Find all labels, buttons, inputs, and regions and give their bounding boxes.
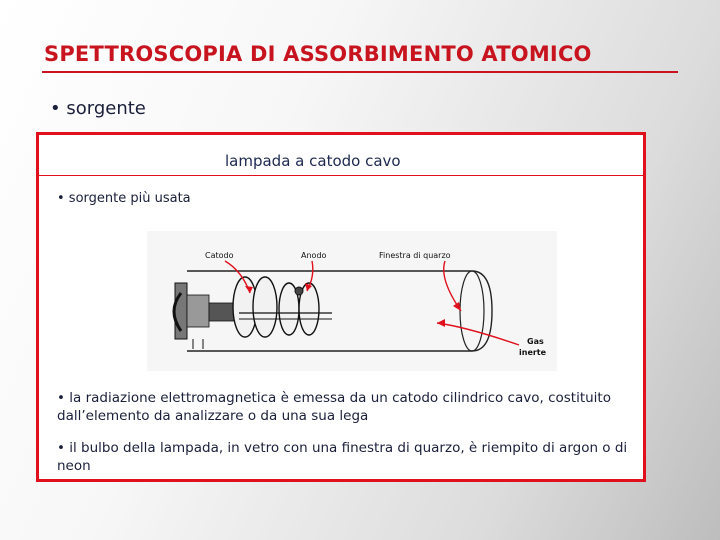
cathode-shield: [253, 277, 277, 337]
socket-block: [187, 295, 209, 327]
bullet-sorgente: • sorgente: [50, 98, 146, 119]
arrow-head: [437, 319, 445, 327]
anode-tip: [295, 287, 303, 295]
label-anodo: Anodo: [301, 251, 327, 260]
lamp-subtitle: lampada a catodo cavo: [225, 152, 401, 170]
hollow-cathode-lamp-diagram: [147, 231, 557, 371]
paragraph-emission: • la radiazione elettromagnetica è emessa da un catodo cilindrico cavo, costituito dall’elemento da analizzare o da una sua lega: [57, 390, 611, 424]
arrow-gas: [437, 323, 519, 345]
label-gas: Gas: [527, 337, 544, 346]
label-finestra: Finestra di quarzo: [379, 251, 451, 260]
label-inerte: inerte: [519, 348, 547, 357]
title-underline: [42, 71, 678, 73]
content-frame: [36, 132, 646, 482]
quartz-window: [460, 271, 484, 351]
subtitle-divider: [39, 175, 643, 176]
slide-title: SPETTROSCOPIA DI ASSORBIMENTO ATOMICO: [44, 42, 592, 66]
note-most-used: • sorgente più usata: [57, 191, 191, 206]
lamp-drawing: [147, 231, 557, 371]
label-catodo: Catodo: [205, 251, 234, 260]
paragraph-bulb: • il bulbo della lampada, in vetro con una finestra di quarzo, è riempito di argon o di neon: [57, 440, 628, 474]
